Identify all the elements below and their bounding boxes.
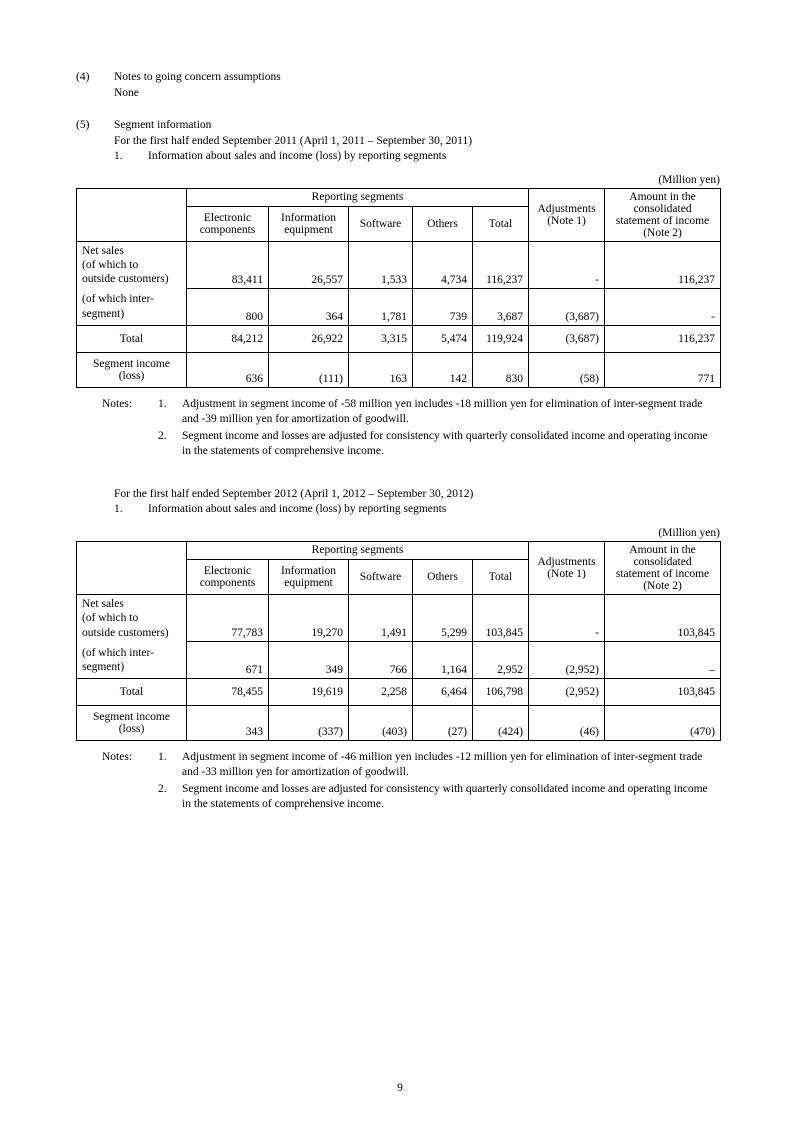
row-label-inter-segment: (of which inter- segment) xyxy=(77,289,187,326)
block1-item-title: Information about sales and income (loss) by reporting segments xyxy=(148,150,447,163)
block1-notes xyxy=(102,397,724,461)
note-item xyxy=(158,429,724,460)
header-total: Total xyxy=(473,559,529,594)
header-total: Total xyxy=(473,206,529,241)
cell-adjustments: (3,687) xyxy=(529,289,605,326)
block1-unit-label: (Million yen) xyxy=(658,173,720,186)
cell-value: 26,922 xyxy=(269,325,349,352)
cell-value: 83,411 xyxy=(187,241,269,289)
spacer xyxy=(76,741,724,750)
cell-value: 106,798 xyxy=(473,678,529,705)
cell-value: 26,557 xyxy=(269,241,349,289)
cell-value: 1,164 xyxy=(413,642,473,679)
block2-unit-label: (Million yen) xyxy=(658,526,720,539)
header-adjustments: Adjustments (Note 1) xyxy=(529,188,605,241)
spacer xyxy=(76,101,724,118)
note-number: 1. xyxy=(158,397,167,410)
cell-value: 3,315 xyxy=(349,325,413,352)
header-blank-cell xyxy=(77,188,187,241)
header-amount-consolidated: Amount in the consolidated statement of income (Note 2) xyxy=(605,188,721,241)
table-header-row-1 xyxy=(77,541,721,559)
table-header-row-1 xyxy=(77,188,721,206)
cell-value: 3,687 xyxy=(473,289,529,326)
cell-adjustments: - xyxy=(529,594,605,642)
header-information-equipment: Information equipment xyxy=(269,559,349,594)
cell-value: 142 xyxy=(413,352,473,387)
cell-value: 739 xyxy=(413,289,473,326)
row-label-segment-income: Segment income (loss) xyxy=(77,705,187,740)
row-label-total: Total xyxy=(77,325,187,352)
block2-item-number: 1. xyxy=(114,503,123,516)
header-adjustments: Adjustments (Note 1) xyxy=(529,541,605,594)
block1-item-row xyxy=(114,149,724,165)
segment-table-2012 xyxy=(76,541,721,741)
section-4-body: None xyxy=(114,86,139,99)
section-5-title: Segment information xyxy=(114,119,212,132)
cell-value: 1,533 xyxy=(349,241,413,289)
cell-value: 5,299 xyxy=(413,594,473,642)
block2-period: For the first half ended September 2012 (April 1, 2012 – September 30, 2012) xyxy=(114,487,474,500)
header-information-equipment: Information equipment xyxy=(269,206,349,241)
cell-adjustments: (2,952) xyxy=(529,642,605,679)
table-row xyxy=(77,352,721,387)
cell-value: 77,783 xyxy=(187,594,269,642)
cell-value: 830 xyxy=(473,352,529,387)
cell-value: (27) xyxy=(413,705,473,740)
cell-amount: – xyxy=(605,642,721,679)
cell-value: 2,952 xyxy=(473,642,529,679)
cell-adjustments: (2,952) xyxy=(529,678,605,705)
note-number: 1. xyxy=(158,750,167,763)
cell-value: 1,491 xyxy=(349,594,413,642)
page-number: 9 xyxy=(397,1082,403,1094)
block1-period: For the first half ended September 2011 (April 1, 2011 – September 30, 2011) xyxy=(114,134,473,147)
section-4-heading xyxy=(76,70,724,86)
spacer xyxy=(76,518,724,527)
cell-adjustments: (58) xyxy=(529,352,605,387)
note-item xyxy=(158,782,724,813)
cell-value: 119,924 xyxy=(473,325,529,352)
block2-item-row xyxy=(114,502,724,518)
cell-value: (424) xyxy=(473,705,529,740)
section-4-title: Notes to going concern assumptions xyxy=(114,71,281,83)
row-label-net-sales: Net sales (of which to outside customers) xyxy=(77,241,187,289)
notes-label: Notes: xyxy=(102,750,133,763)
spacer xyxy=(76,461,724,487)
cell-amount: - xyxy=(605,289,721,326)
header-software: Software xyxy=(349,206,413,241)
table-row xyxy=(77,705,721,740)
block1-item-number: 1. xyxy=(114,150,123,163)
table-row xyxy=(77,642,721,679)
section-5-number: (5) xyxy=(76,119,90,132)
cell-value: 766 xyxy=(349,642,413,679)
cell-value: 19,270 xyxy=(269,594,349,642)
table-row xyxy=(77,678,721,705)
cell-value: 800 xyxy=(187,289,269,326)
table-row xyxy=(77,594,721,642)
cell-amount: (470) xyxy=(605,705,721,740)
note-item xyxy=(158,750,724,781)
block2-notes xyxy=(102,750,724,814)
cell-value: 4,734 xyxy=(413,241,473,289)
cell-value: (403) xyxy=(349,705,413,740)
header-reporting-segments: Reporting segments xyxy=(187,541,529,559)
spacer xyxy=(76,165,724,174)
cell-value: (337) xyxy=(269,705,349,740)
header-electronic-components: Electronic components xyxy=(187,206,269,241)
notes-items xyxy=(158,397,724,461)
note-text: Adjustment in segment income of -58 million yen includes -18 million yen for elimination of inter-segment trade and -39 million yen for amortization of goodwill. xyxy=(182,397,703,426)
cell-value: 343 xyxy=(187,705,269,740)
cell-value: 2,258 xyxy=(349,678,413,705)
note-item xyxy=(158,397,724,428)
note-number: 2. xyxy=(158,782,167,795)
header-others: Others xyxy=(413,559,473,594)
cell-amount: 116,237 xyxy=(605,241,721,289)
cell-adjustments: (46) xyxy=(529,705,605,740)
row-label-segment-income: Segment income (loss) xyxy=(77,352,187,387)
cell-value: 78,455 xyxy=(187,678,269,705)
cell-value: 1,781 xyxy=(349,289,413,326)
note-text: Segment income and losses are adjusted for consistency with quarterly consolidated income and operating income in the statements of comprehensive income. xyxy=(182,429,708,458)
cell-adjustments: (3,687) xyxy=(529,325,605,352)
note-text: Segment income and losses are adjusted for consistency with quarterly consolidated income and operating income in the statements of comprehensive income. xyxy=(182,782,708,811)
header-others: Others xyxy=(413,206,473,241)
cell-value: 103,845 xyxy=(473,594,529,642)
cell-value: 116,237 xyxy=(473,241,529,289)
table-row xyxy=(77,241,721,289)
cell-value: 163 xyxy=(349,352,413,387)
notes-label: Notes: xyxy=(102,397,133,410)
spacer-col xyxy=(76,86,114,102)
section-5-heading xyxy=(76,118,724,134)
block2-item-title: Information about sales and income (loss) by reporting segments xyxy=(148,503,447,516)
cell-value: 349 xyxy=(269,642,349,679)
note-text: Adjustment in segment income of -46 million yen includes -12 million yen for elimination of inter-segment trade and -33 million yen for amortization of goodwill. xyxy=(182,750,703,779)
cell-value: 84,212 xyxy=(187,325,269,352)
cell-amount: 116,237 xyxy=(605,325,721,352)
cell-amount: 103,845 xyxy=(605,594,721,642)
header-amount-consolidated: Amount in the consolidated statement of income (Note 2) xyxy=(605,541,721,594)
cell-amount: 103,845 xyxy=(605,678,721,705)
cell-value: 671 xyxy=(187,642,269,679)
header-blank-cell xyxy=(77,541,187,594)
row-label-inter-segment: (of which inter- segment) xyxy=(77,642,187,679)
segment-table-2011 xyxy=(76,188,721,388)
cell-value: 364 xyxy=(269,289,349,326)
row-label-net-sales: Net sales (of which to outside customers) xyxy=(77,594,187,642)
header-software: Software xyxy=(349,559,413,594)
note-number: 2. xyxy=(158,429,167,442)
section-4-number: (4) xyxy=(76,71,90,83)
row-label-total: Total xyxy=(77,678,187,705)
cell-value: (111) xyxy=(269,352,349,387)
cell-amount: 771 xyxy=(605,352,721,387)
cell-value: 6,464 xyxy=(413,678,473,705)
table-row xyxy=(77,325,721,352)
section-4-body-row xyxy=(76,86,724,102)
header-reporting-segments: Reporting segments xyxy=(187,188,529,206)
cell-adjustments: - xyxy=(529,241,605,289)
table-row xyxy=(77,289,721,326)
spacer xyxy=(76,388,724,397)
cell-value: 5,474 xyxy=(413,325,473,352)
cell-value: 19,619 xyxy=(269,678,349,705)
header-electronic-components: Electronic components xyxy=(187,559,269,594)
cell-value: 636 xyxy=(187,352,269,387)
notes-items xyxy=(158,750,724,814)
